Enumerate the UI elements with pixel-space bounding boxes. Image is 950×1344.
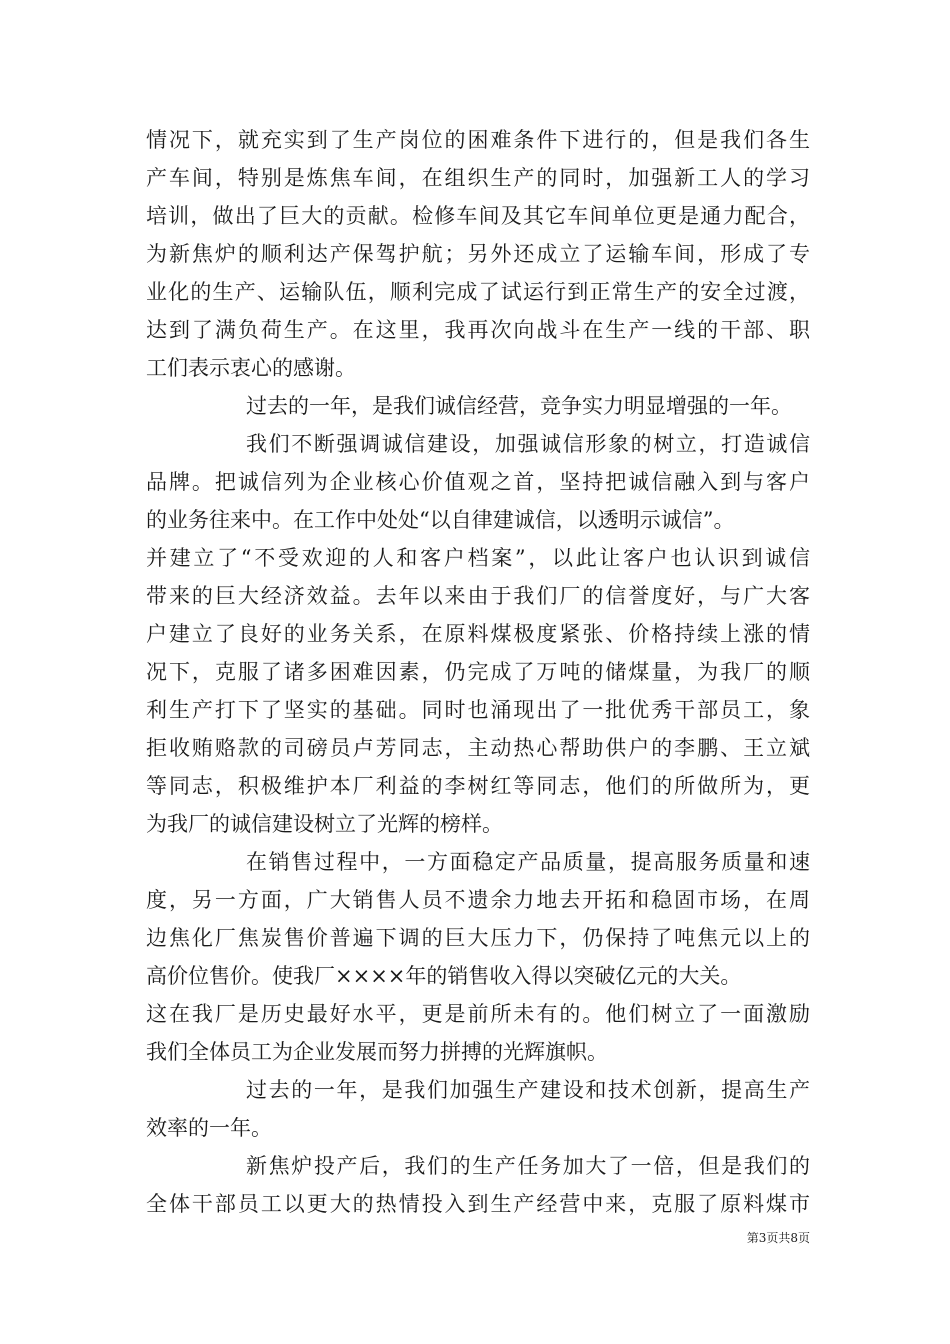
text-line: 度，另一方面，广大销售人员不遗余力地去开拓和稳固市场，在周: [146, 888, 810, 912]
text-line: 并建立了“不受欢迎的人和客户档案”，以此让客户也认识到诚信: [146, 546, 810, 570]
text-line: 为我厂的诚信建设树立了光辉的榜样。: [146, 812, 503, 836]
paragraph-heading: 过去的一年，是我们诚信经营，竞争实力明显增强的一年。: [246, 394, 792, 418]
text-line: 我们全体员工为企业发展而努力拼搏的光辉旗帜。: [146, 1040, 608, 1064]
document-body: [146, 121, 810, 1223]
text-line: 情况下，就充实到了生产岗位的困难条件下进行的，但是我们各生: [146, 128, 810, 152]
text-line: 带来的巨大经济效益。去年以来由于我们厂的信誉度好，与广大客: [146, 584, 810, 608]
paragraph-first-line: 在销售过程中，一方面稳定产品质量，提高服务质量和速: [246, 850, 810, 874]
text-line: 培训，做出了巨大的贡献。检修车间及其它车间单位更是通力配合，: [146, 204, 810, 228]
paragraph-first-line: 新焦炉投产后，我们的生产任务加大了一倍，但是我们的: [246, 1154, 810, 1178]
text-line: 利生产打下了坚实的基础。同时也涌现出了一批优秀干部员工，象: [146, 698, 810, 722]
text-line: 全体干部员工以更大的热情投入到生产经营中来，克服了原料煤市: [146, 1192, 810, 1216]
paragraph-first-line: 我们不断强调诚信建设，加强诚信形象的树立，打造诚信: [246, 432, 810, 456]
text-line: 工们表示衷心的感谢。: [146, 356, 356, 380]
text-line: 达到了满负荷生产。在这里，我再次向战斗在生产一线的干部、职: [146, 318, 810, 342]
text-line: 效率的一年。: [146, 1116, 272, 1140]
text-line: 等同志，积极维护本厂利益的李树红等同志，他们的所做所为，更: [146, 774, 810, 798]
text-line: 为新焦炉的顺利达产保驾护航；另外还成立了运输车间，形成了专: [146, 242, 810, 266]
text-line: 这在我厂是历史最好水平，更是前所未有的。他们树立了一面激励: [146, 1002, 810, 1026]
text-line: 的业务往来中。在工作中处处“以自律建诚信，以透明示诚信”。: [146, 508, 735, 532]
text-line: 户建立了良好的业务关系，在原料煤极度紧张、价格持续上涨的情: [146, 622, 810, 646]
text-line: 高价位售价。使我厂××××年的销售收入得以突破亿元的大关。: [146, 964, 742, 988]
text-line: 况下，克服了诸多困难因素，仍完成了万吨的储煤量，为我厂的顺: [146, 660, 810, 684]
paragraph-heading: 过去的一年，是我们加强生产建设和技术创新，提高生产: [246, 1078, 810, 1102]
text-line: 业化的生产、运输队伍，顺利完成了试运行到正常生产的安全过渡，: [146, 280, 810, 304]
page-number: 第3页共8页: [746, 1231, 810, 1245]
text-line: 边焦化厂焦炭售价普遍下调的巨大压力下，仍保持了吨焦元以上的: [146, 926, 810, 950]
text-line: 拒收贿赂款的司磅员卢芳同志，主动热心帮助供户的李鹏、王立斌: [146, 736, 810, 760]
text-line: 品牌。把诚信列为企业核心价值观之首，坚持把诚信融入到与客户: [146, 470, 810, 494]
text-line: 产车间，特别是炼焦车间，在组织生产的同时，加强新工人的学习: [146, 166, 810, 190]
